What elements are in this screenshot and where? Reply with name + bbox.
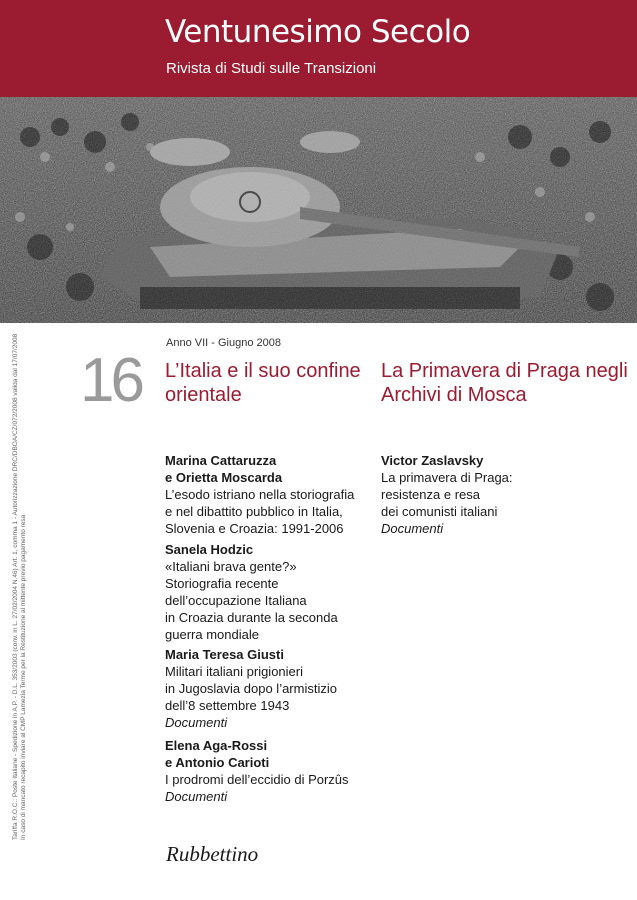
theme-title-left: L’Italia e il suo confine orientale (165, 360, 361, 406)
article-title-line: dell’8 settembre 1943 (165, 698, 290, 713)
journal-subtitle: Rivista di Studi sulle Transizioni (166, 60, 377, 77)
postal-notice-line: In caso di mancato recapito inviare al CMP Lamezia Terme per la Restituzione al mittente previo pagamento resa (20, 514, 27, 840)
article-title-line: dell’occupazione Italiana (165, 593, 307, 608)
article-title-line: I prodromi dell’eccidio di Porzûs (165, 772, 349, 787)
article-tag: Documenti (165, 789, 228, 804)
journal-title: Ventunesimo Secolo (165, 14, 471, 50)
article-tag: Documenti (165, 715, 228, 730)
article-author: e Antonio Carioti (165, 755, 270, 770)
article-title-line: e nel dibattito pubblico in Italia, (165, 504, 343, 519)
issue-number: 16 (80, 346, 141, 415)
article-author: Maria Teresa Giusti (165, 647, 284, 662)
postal-notice (12, 320, 27, 840)
article-title-line: Storiografia recente (165, 576, 279, 591)
article-title-line: in Croazia durante la seconda (165, 610, 338, 625)
theme-title-right: La Primavera di Praga negli Archivi di Mosca (381, 360, 628, 406)
article-title-line: dei comunisti italiani (381, 504, 498, 519)
article-author: Sanela Hodzic (165, 542, 254, 557)
article-title-line: L’esodo istriano nella storiografia (165, 487, 355, 502)
article-title-line: Slovenia e Croazia: 1991-2006 (165, 521, 344, 536)
article-author: e Orietta Moscarda (165, 470, 283, 485)
article-title-line: La primavera di Praga: (381, 470, 513, 485)
article-author: Victor Zaslavsky (381, 453, 484, 468)
article-title-line: guerra mondiale (165, 627, 259, 642)
article-aga-rossi (165, 737, 370, 805)
cover-photo-image (0, 97, 637, 323)
article-title-line: Militari italiani prigionieri (165, 664, 303, 679)
postal-notice-line: Tariffa R.O.C.: Poste Italiane - Spedizione in A.P. - D.L. 353/2003 (conv. in L. 27/02/2004 N.46) Art. 1, comma 1 - Autorizzazione DRC/DBOA/CZ/072/2008 valida dal 17/07/2008 (12, 333, 19, 840)
cover-photo (0, 97, 637, 323)
article-giusti (165, 646, 370, 731)
article-cattaruzza (165, 452, 370, 537)
publisher-name: Rubbettino (166, 842, 259, 866)
article-author: Marina Cattaruzza (165, 453, 277, 468)
article-zaslavsky (381, 452, 581, 537)
issue-date: Anno VII - Giugno 2008 (166, 337, 281, 349)
article-hodzic (165, 541, 370, 643)
article-title-line: «Italiani brava gente?» (165, 559, 297, 574)
article-title-line: in Jugoslavia dopo l’armistizio (165, 681, 337, 696)
masthead (0, 0, 637, 97)
article-title-line: resistenza e resa (381, 487, 480, 502)
article-author: Elena Aga-Rossi (165, 738, 268, 753)
article-tag: Documenti (381, 521, 444, 536)
